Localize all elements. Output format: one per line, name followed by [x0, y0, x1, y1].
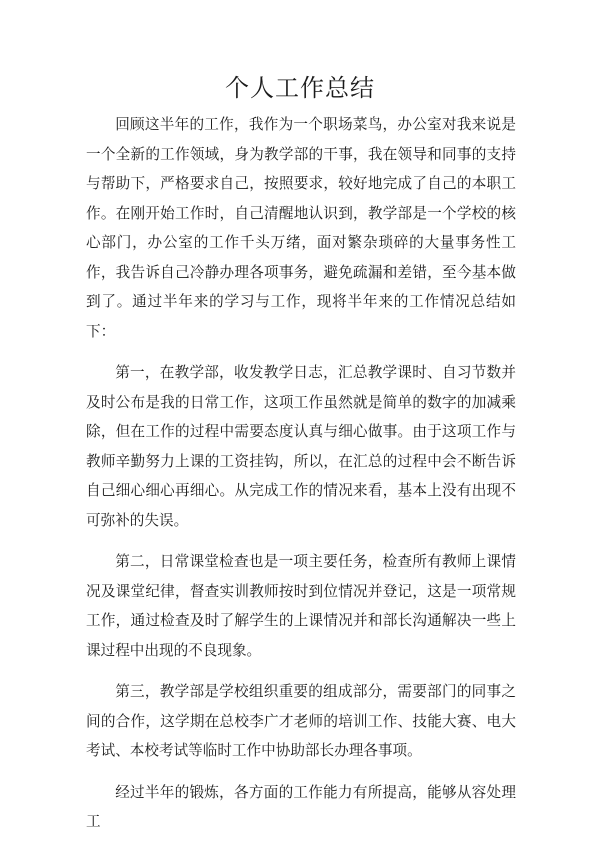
paragraph-third: 第三，教学部是学校组织重要的组成部分，需要部门的同事之间的合作，这学期在总校李广才老师的培训工作、技能大赛、电大考试、本校考试等临时工作中协助部长办理各事项。	[86, 683, 516, 759]
paragraph-conclusion: 经过半年的锻炼，各方面的工作能力有所提高，能够从容处理工	[86, 783, 516, 830]
document-title: 个人工作总结	[225, 74, 375, 102]
paragraph-first: 第一，在教学部，收发教学日志，汇总教学课时、自习节数并及时公布是我的日常工作，这项工作虽然就是简单的数字的加减乘除，但在工作的过程中需要态度认真与细心做事。由于这项工作与教师辛勤努力上课的工资挂钩，所以，在汇总的过程中会不断告诉自己细心细心再细心。从完成工作的情况来看，基本上没有出现不可弥补的失误。	[86, 364, 516, 529]
document-body	[86, 110, 516, 837]
paragraph-intro: 回顾这半年的工作，我作为一个职场菜鸟，办公室对我来说是一个全新的工作领域，身为教学部的干事，我在领导和同事的支持与帮助下，严格要求自己，按照要求，较好地完成了自己的本职工作。在刚开始工作时，自己清醒地认识到，教学部是一个学校的核心部门，办公室的工作千头万绪，面对繁杂琐碎的大量事务性工作，我告诉自己冷静办理各项事务，避免疏漏和差错，至今基本做到了。通过半年来的学习与工作，现将半年来的工作情况总结如下：	[86, 116, 516, 340]
paragraph-second: 第二，日常课堂检查也是一项主要任务，检查所有教师上课情况及课堂纪律，督查实训教师按时到位情况并登记，这是一项常规工作，通过检查及时了解学生的上课情况并和部长沟通解决一些上课过程中出现的不良现象。	[86, 553, 516, 659]
